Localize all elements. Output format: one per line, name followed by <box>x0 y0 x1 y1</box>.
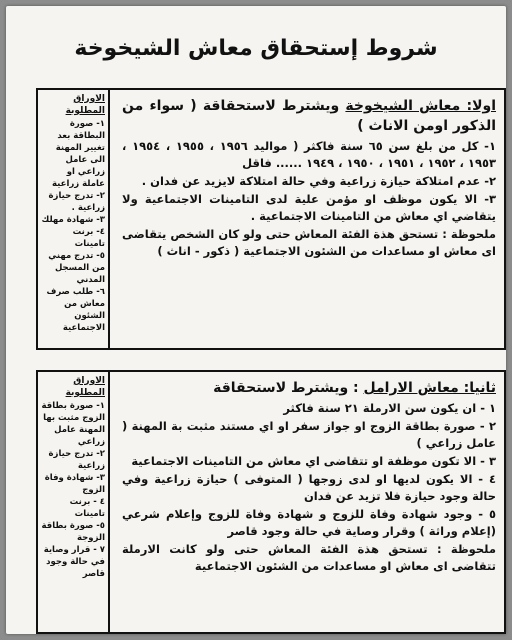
condition-item: ١ - ان يكون سن الارملة ٢١ سنة فاكثر <box>283 401 496 415</box>
section-body <box>112 372 504 632</box>
document-item: ٢- تدرج حيازة زراعية <box>48 449 105 471</box>
document-item: ١- صورة البطاقة بعد تغيير المهنة الى عامل زراعي او عاملة زراعية <box>52 119 105 189</box>
document-item: ٤ - برنت تامينات <box>69 497 105 519</box>
condition-item: ٤ - الا يكون لديها او لدى زوجها ( المتوفى ) حيازة زراعية وفي حالة وجود حيازة فلا تزيد عن فدان <box>122 472 496 503</box>
document-page <box>6 6 506 634</box>
required-documents-column <box>38 90 110 348</box>
section-note: ملحوظة : تستحق هذة الفئة المعاش حتى ولو كانت الارملة تتقاضى اى معاش او مساعدات من الشئون الاجتماعية <box>122 542 496 573</box>
condition-item: ٢ - صورة بطاقة الزوج او جواز سفر او اي مستند مثبت بة المهنة ( عامل زراعي ) <box>122 419 496 450</box>
condition-item: ١- كل من بلغ سن ٦٥ سنة فاكثر ( مواليد ١٩٥٦ ، ١٩٥٥ ، ١٩٥٤ ، ١٩٥٣ ، ١٩٥٢ ، ١٩٥١ ، ١٩٥٠ ، ١٩٤٩ ...... فاقل <box>122 139 496 170</box>
document-item: ٦- طلب صرف معاش من الشئون الاجتماعية <box>46 287 105 333</box>
section-heading-rest: ويشترط لاستحقاقة ( سواء من الذكور اومن الاناث ) <box>122 98 496 134</box>
page-title: شروط إستحقاق معاش الشيخوخة <box>74 36 438 61</box>
required-documents-column <box>38 372 110 632</box>
condition-item: ٥ - وجود شهادة وفاة للزوج و شهادة وفاة للزوج وإعلام شرعي (إعلام وراثة ) وقرار وصاية في حالة وجود قاصر <box>122 507 496 538</box>
section-heading-rest: : ويشترط لاستحقاقة <box>213 380 359 396</box>
document-item: ٤- برنت تامينات <box>72 227 105 249</box>
condition-item: ٢- عدم امتلاكة حيازة زراعية وفي حالة امتلاكة لايزيد عن فدان . <box>141 174 496 188</box>
document-item: ٧ - قرار وصاية في حالة وجود قاصر <box>43 545 105 579</box>
section-body <box>112 90 504 348</box>
document-item: ٥- تدرج مهني من المسجل المدني <box>48 251 105 285</box>
condition-item: ٣ - الا تكون موظفة او تتقاضى اي معاش من التامينات الاجتماعية <box>131 454 496 468</box>
document-item: ٢- تدرج حيازة زراعية . <box>48 191 105 213</box>
section-old-age-pension <box>36 88 506 350</box>
document-item: ٥- صورة بطاقة الزوجة <box>41 521 105 543</box>
section-heading-label: اولا: معاش الشيخوخة <box>345 98 496 114</box>
section-note: ملحوظة : تستحق هذة الفئة المعاش حتى ولو كان الشخص يتقاضى اى معاش او مساعدات من الشئون الاجتماعية ( ذكور - اناث ) <box>122 227 496 258</box>
document-item: ٣- شهادة مهلك <box>41 215 105 225</box>
document-item: ١- صورة بطاقة الزوج مثبت بها المهنة عامل زراعي <box>41 401 105 447</box>
required-documents-title: الاوراق المطلوبة <box>65 376 105 398</box>
section-heading-label: ثانيا: معاش الارامل <box>363 380 496 396</box>
required-documents-title: الاوراق المطلوبة <box>65 94 105 116</box>
condition-item: ٣- الا يكون موظف او مؤمن علية لدى التامينات الاجتماعية ولا يتقاضي اي معاش من التامينات الاجتماعية . <box>122 192 496 223</box>
section-widows-pension <box>36 370 506 634</box>
document-item: ٣- شهادة وفاة الزوج <box>44 473 105 495</box>
section-heading <box>122 378 496 398</box>
section-heading <box>122 96 496 136</box>
